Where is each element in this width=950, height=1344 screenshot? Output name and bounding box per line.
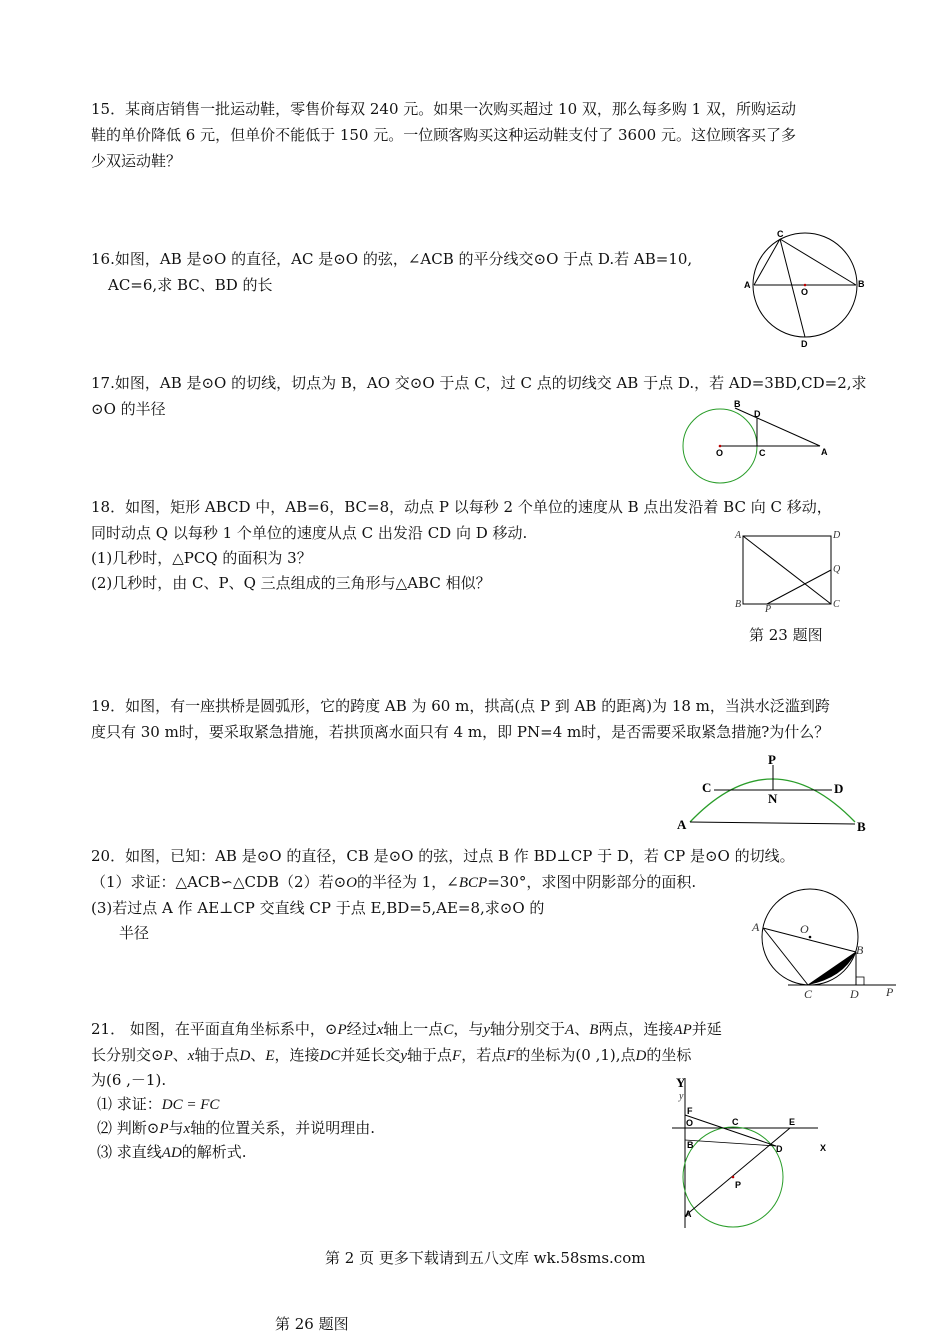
q17-label-a: A: [821, 447, 828, 457]
q21-label-yi: y: [679, 1091, 684, 1102]
q20-diameter-ab: [763, 928, 856, 952]
q20-label-c: C: [804, 987, 813, 1001]
q16-label-d: D: [801, 339, 808, 349]
q18-label-d: D: [833, 530, 841, 541]
q17-line1: 17.如图，AB 是⊙O 的切线，切点为 B，AO 交⊙O 于点 C，过 C 点的切线交 AB 于点 D.，若 AD=3BD,CD=2,求: [91, 374, 867, 392]
q21-label-x: X: [820, 1143, 827, 1153]
q20-figure: [748, 880, 898, 1005]
q18-line4: (2)几秒时，由 C、P、Q 三点组成的三角形与△ABC 相似？: [91, 574, 491, 592]
q21-line3: 为(6 ,－1).: [91, 1071, 167, 1089]
q19-label-d: D: [834, 781, 844, 796]
page-footer: 第 2 页 更多下载请到五八文库 wk.58sms.com: [325, 1249, 646, 1267]
q18-line3: (1)几秒时，△PCQ 的面积为 3？: [91, 549, 312, 567]
q20-label-o: O: [800, 922, 809, 936]
q19-label-p: P: [768, 752, 776, 767]
q15-line2: 鞋的单价降低 6 元，但单价不能低于 150 元。一位顾客购买这种运动鞋支付了 3600 元。这位顾客买了多: [91, 126, 796, 144]
q19-figure: [672, 752, 872, 837]
q20-label-d: D: [850, 987, 859, 1001]
q20-line1: 20．如图，已知：AB 是⊙O 的直径，CB 是⊙O 的弦，过点 B 作 BD⊥CP 于 D，若 CP 是⊙O 的切线。: [91, 847, 795, 865]
q21-label-o: O: [686, 1118, 694, 1128]
q21-item3: ⑶ 求直线AD的解析式.: [97, 1143, 247, 1161]
q21-label-c: C: [732, 1117, 739, 1127]
q20-label-p: P: [886, 985, 894, 999]
q21-figure: [668, 1072, 838, 1230]
q21-line1: 21． 如图，在平面直角坐标系中，⊙P经过x轴上一点C，与y轴分别交于A、B两点，连接AP并延: [91, 1020, 722, 1038]
q16-center-dot: [804, 284, 807, 287]
q21-label-p: P: [735, 1180, 742, 1190]
q21-line2: 长分别交⊙P、x轴于点D、E，连接DC并延长交y轴于点F，若点F的坐标为(0 ,1),点D的坐标: [91, 1046, 692, 1064]
q20-line2: （1）求证：△ACB∽△CDB（2）若⊙O的半径为 1，∠BCP=30°，求图中阴影部分的面积.: [91, 873, 697, 891]
q19-span-ab: [690, 822, 855, 824]
q18-label-q: Q: [833, 564, 841, 575]
q18-caption: 第 23 题图: [749, 626, 823, 644]
q19-line1: 19．如图，有一座拱桥是圆弧形，它的跨度 AB 为 60 m，拱高(点 P 到 AB 的距离)为 18 m，当洪水泛滥到跨: [91, 697, 830, 715]
q17-label-o: O: [716, 448, 724, 458]
q16-line1: 16.如图，AB 是⊙O 的直径，AC 是⊙O 的弦，∠ACB 的平分线交⊙O 于点 D.若 AB=10,: [91, 250, 693, 268]
q17-figure: [680, 400, 830, 490]
q20-chord-ac: [763, 928, 808, 985]
q19-label-b: B: [857, 819, 866, 834]
q16-label-o: O: [801, 287, 809, 297]
q20-label-a: A: [752, 920, 760, 934]
q16-label-b: B: [858, 279, 865, 289]
q21-item1: ⑴ 求证：DC = FC: [97, 1095, 220, 1113]
q21-center-dot: [732, 1176, 735, 1179]
q18-label-a: A: [735, 530, 742, 541]
q18-line2: 同时动点 Q 以每秒 1 个单位的速度从点 C 出发沿 CD 向 D 移动.: [91, 524, 528, 542]
q16-label-a: A: [744, 280, 751, 290]
q17-label-c: C: [759, 448, 766, 458]
q26-caption: 第 26 题图: [275, 1315, 349, 1333]
q18-label-b: B: [735, 599, 742, 610]
q16-chord-cb: [780, 239, 856, 285]
q20-label-b: B: [856, 943, 864, 957]
q16-figure: [740, 225, 870, 350]
q19-label-c: C: [702, 780, 712, 795]
q19-line2: 度只有 30 m时，要采取紧急措施，若拱顶离水面只有 4 m，即 PN=4 m时，是否需要采取紧急措施?为什么？: [91, 723, 830, 741]
q18-segment-pq: [767, 570, 831, 604]
q17-label-b: B: [734, 400, 741, 409]
q20-line3: (3)若过点 A 作 AE⊥CP 交直线 CP 于点 E,BD=5,AE=8,求⊙O 的: [91, 899, 545, 917]
q18-figure: [732, 528, 844, 614]
q21-label-f: F: [687, 1106, 693, 1116]
q19-label-n: N: [768, 791, 778, 806]
q21-label-y: Y: [676, 1075, 686, 1090]
q15-line1: 15．某商店销售一批运动鞋，零售价每双 240 元。如果一次购买超过 10 双，那么每多购 1 双，所购运动: [91, 100, 796, 118]
q17-line2: ⊙O 的半径: [91, 400, 166, 418]
q16-label-c: C: [777, 229, 784, 239]
q18-line1: 18．如图，矩形 ABCD 中，AB=6，BC=8，动点 P 以每秒 2 个单位的速度从 B 点出发沿着 BC 向 C 移动，: [91, 498, 832, 516]
q18-label-c: C: [833, 599, 840, 610]
q15-line3: 少双运动鞋？: [91, 152, 182, 170]
q21-label-b: B: [687, 1140, 694, 1150]
q17-center-dot: [719, 445, 722, 448]
q20-right-angle-mark: [856, 977, 864, 985]
q21-label-e: E: [789, 1117, 796, 1127]
q20-center-dot: [809, 936, 812, 939]
q21-item2: ⑵ 判断⊙P与x轴的位置关系，并说明理由.: [97, 1119, 375, 1137]
q16-line2: AC=6,求 BC、BD 的长: [108, 276, 273, 294]
q18-label-p: P: [765, 604, 772, 614]
q19-label-a: A: [677, 817, 687, 832]
q21-label-d: D: [776, 1144, 783, 1154]
q17-tangent-ab: [735, 408, 820, 446]
q17-label-d: D: [754, 409, 761, 419]
q20-line4: 半径: [119, 924, 150, 942]
q21-label-a: A: [685, 1209, 692, 1219]
